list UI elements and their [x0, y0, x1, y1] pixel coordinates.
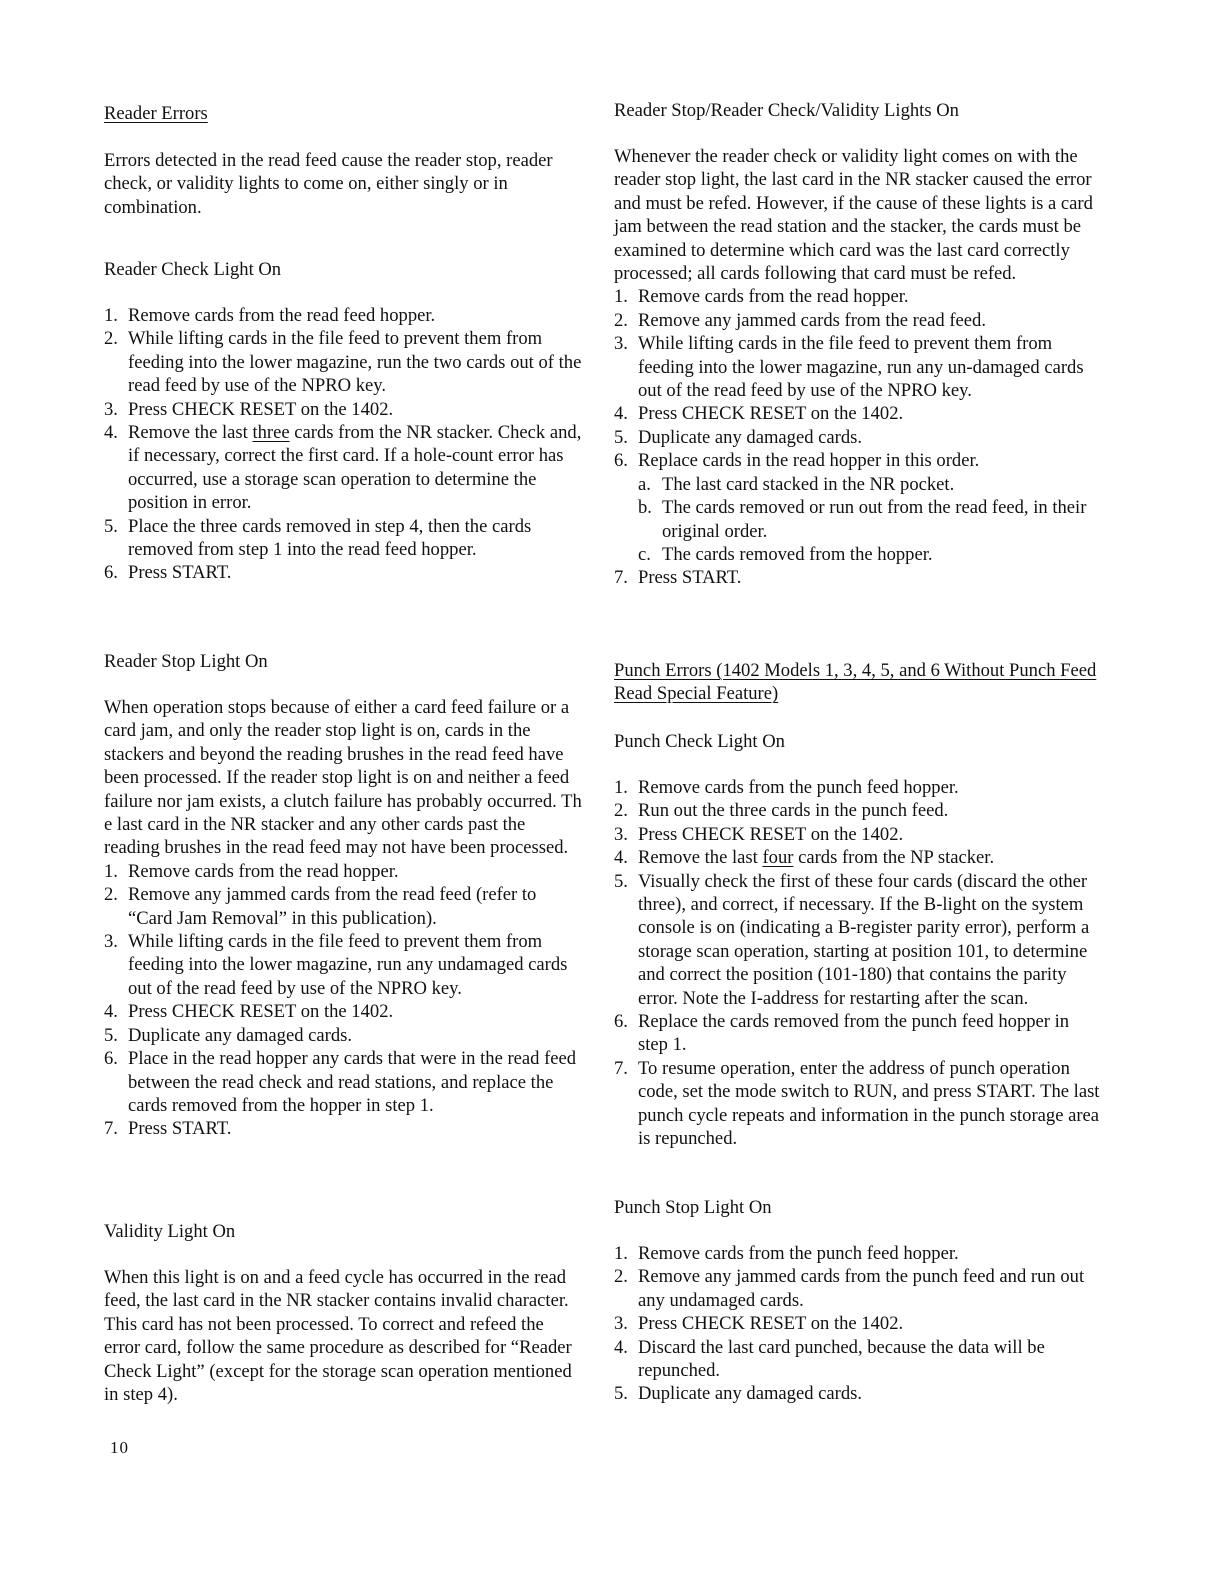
step-text: Run out the three cards in the punch feed. — [638, 800, 949, 822]
list-item — [614, 426, 1100, 449]
step-number: 1. — [614, 1243, 628, 1264]
step-number: 3. — [614, 1313, 628, 1335]
page-number: 10 — [110, 1438, 129, 1457]
list-item — [104, 327, 584, 397]
step-number: 4. — [614, 1336, 628, 1358]
step-text: Duplicate any damaged cards. — [638, 1383, 863, 1405]
step-text: Remove the last — [638, 847, 763, 869]
list-item — [638, 543, 1100, 566]
step-number: 4. — [104, 422, 118, 444]
validity-intro: When this light is on and a feed cycle has occurred in the read feed, the last card in the NR stacker contains invalid character. This card has not been processed. To correct and refeed the error card, follow the same procedure as described for “Reader Check Light” (except for the storage scan operation mentioned in step 4). — [104, 1267, 572, 1406]
list-item — [614, 449, 1100, 566]
step-text: Press CHECK RESET on the 1402. — [638, 823, 904, 845]
substep-text: The last card stacked in the NR pocket. — [662, 473, 955, 495]
list-item — [104, 561, 584, 584]
combo-intro: Whenever the reader check or validity light comes on with the reader stop light, the last card in the NR stacker caused the error and must be refed. However, if the cause of these lights is a card jam between the read station and the stacker, the cards must be examined to determine which card was the last card correctly processed; all cards following that card must be refed. — [614, 146, 1093, 285]
step-text: Remove cards from the punch feed hopper. — [638, 777, 959, 798]
step-text: Duplicate any damaged cards. — [128, 1024, 353, 1046]
list-item — [614, 1382, 1100, 1405]
list-item — [104, 1117, 584, 1140]
list-item — [614, 309, 1100, 332]
step-number: 4. — [614, 847, 628, 869]
punch-stop-section — [614, 1196, 1100, 1219]
list-item — [104, 421, 584, 515]
reader-check-heading: Reader Check Light On — [104, 259, 282, 280]
step-text: Remove cards from the read hopper. — [638, 286, 909, 308]
step-text: Press CHECK RESET on the 1402. — [128, 398, 394, 420]
step-number: 3. — [614, 823, 628, 845]
step-number: 2. — [614, 800, 628, 822]
list-item — [614, 799, 1100, 822]
reader-errors-heading: Reader Errors — [104, 103, 208, 124]
punch-check-section — [614, 730, 1100, 753]
step-text: Remove any jammed cards from the read feed. — [638, 309, 986, 331]
step-text: Remove cards from the punch feed hopper. — [638, 1243, 959, 1264]
step-number: 6. — [104, 562, 118, 584]
step-text: While lifting cards in the file feed to prevent them from feeding into the lower magazine, run any un-damaged cards out of the read feed by use of the NPRO key. — [638, 333, 1084, 402]
validity-body-block — [104, 1266, 584, 1406]
step-number: 1. — [614, 777, 628, 798]
list-item — [104, 883, 584, 930]
step-number: 1. — [614, 286, 628, 308]
step-text: Press CHECK RESET on the 1402. — [638, 403, 904, 425]
step-text: Press START. — [638, 567, 742, 589]
step-number: 4. — [104, 1001, 118, 1023]
step-text: Place the three cards removed in step 4, then the cards removed from step 1 into the read feed hopper. — [128, 515, 532, 561]
list-item — [104, 1000, 584, 1023]
substep-text: The cards removed or run out from the read feed, in their original order. — [662, 497, 1087, 542]
list-item — [614, 870, 1100, 1010]
punch-check-heading: Punch Check Light On — [614, 731, 785, 752]
step-number: 2. — [614, 309, 628, 331]
punch-errors-section — [614, 659, 1100, 706]
punch-check-steps-block — [614, 776, 1100, 1151]
validity-heading: Validity Light On — [104, 1221, 236, 1242]
step-number: 5. — [614, 870, 628, 892]
list-item — [614, 332, 1100, 402]
step-text: cards from the NR stacker. Check and, if necessary, correct the first card. If a hole-count error has occurred, use a storage scan operation to determine the position in error. — [128, 422, 582, 514]
step-number: 3. — [614, 333, 628, 355]
reader-stop-body-block — [104, 696, 584, 1141]
list-item — [104, 860, 584, 883]
list-item — [614, 285, 1100, 308]
list-item — [638, 473, 1100, 496]
list-item — [614, 1057, 1100, 1151]
step-number: 3. — [104, 931, 118, 953]
step-number: 1. — [104, 305, 118, 326]
step-text: Discard the last card punched, because the data will be repunched. — [638, 1336, 1045, 1382]
punch-errors-heading: Punch Errors (1402 Models 1, 3, 4, 5, and 6 Without Punch Feed Read Special Feature) — [614, 660, 1097, 705]
step-number: 7. — [614, 567, 628, 589]
step-number: 1. — [104, 860, 118, 882]
step-number: 5. — [104, 1024, 118, 1046]
list-item — [104, 515, 584, 562]
substep-letter: a. — [638, 473, 651, 495]
list-item — [614, 1242, 1100, 1265]
step-emphasis: four — [762, 847, 794, 869]
step-emphasis: three — [252, 422, 290, 444]
step-text: To resume operation, enter the address of punch operation code, set the mode switch to RUN, and press START. The last punch cycle repeats and information in the punch storage area is repunched. — [638, 1057, 1100, 1150]
step-number: 4. — [614, 403, 628, 425]
reader-stop-steps — [104, 860, 584, 1141]
punch-stop-steps-block — [614, 1242, 1100, 1406]
step-text: Replace cards in the read hopper in this order. — [638, 450, 980, 472]
list-item — [614, 1010, 1100, 1057]
step-number: 6. — [104, 1048, 118, 1070]
step-number: 3. — [104, 398, 118, 420]
substep-letter: b. — [638, 497, 652, 519]
step-text: Remove cards from the read feed hopper. — [128, 305, 436, 326]
step-text: Remove any jammed cards from the read feed (refer to “Card Jam Removal” in this publication). — [128, 884, 537, 929]
reader-check-steps — [104, 304, 584, 585]
list-item — [638, 496, 1100, 543]
punch-check-steps — [614, 776, 1100, 1151]
substep-letter: c. — [638, 543, 651, 565]
combo-substeps — [638, 473, 1100, 567]
step-text: Remove any jammed cards from the punch feed and run out any undamaged cards. — [638, 1266, 1085, 1311]
step-number: 2. — [104, 884, 118, 906]
reader-errors-intro: Errors detected in the read feed cause the reader stop, reader check, or validity lights to come on, either singly or in combination. — [104, 150, 553, 218]
list-item — [614, 566, 1100, 589]
step-text: Press CHECK RESET on the 1402. — [638, 1313, 904, 1335]
step-text: Press CHECK RESET on the 1402. — [128, 1001, 394, 1023]
validity-section — [104, 1220, 584, 1243]
list-item — [104, 1024, 584, 1047]
punch-stop-steps — [614, 1242, 1100, 1406]
list-item — [614, 846, 1100, 869]
reader-check-section — [104, 258, 584, 281]
reader-check-steps-block — [104, 304, 584, 585]
combo-steps — [614, 285, 1100, 589]
step-number: 6. — [614, 450, 628, 472]
step-number: 5. — [104, 515, 118, 537]
step-text: Visually check the first of these four cards (discard the other three), and correct, if necessary. If the B-light on the system console is on (indicating a B-register parity error), perform a storage scan operation, starting at position 101, to determine and correct the position (101-180) that contains the parity error. Note the I-address for restarting after the scan. — [638, 870, 1090, 1009]
list-item — [104, 398, 584, 421]
reader-errors-intro-block — [104, 149, 584, 219]
punch-stop-heading: Punch Stop Light On — [614, 1197, 772, 1218]
list-item — [104, 304, 584, 327]
step-number: 2. — [614, 1266, 628, 1288]
reader-stop-section — [104, 650, 584, 673]
list-item — [104, 1047, 584, 1117]
step-text: Place in the read hopper any cards that were in the read feed between the read check and read stations, and replace the cards removed from the hopper in step 1. — [128, 1048, 577, 1116]
reader-errors-section — [104, 102, 584, 125]
step-number: 2. — [104, 328, 118, 350]
step-text: Duplicate any damaged cards. — [638, 426, 863, 448]
combo-section — [614, 99, 1100, 122]
step-text: Replace the cards removed from the punch feed hopper in step 1. — [638, 1011, 1070, 1056]
step-text: Remove the last — [128, 422, 253, 444]
step-text: While lifting cards in the file feed to prevent them from feeding into the lower magazine, run any undamaged cards out of the read feed by use of the NPRO key. — [128, 931, 568, 999]
list-item — [614, 1312, 1100, 1335]
step-number: 7. — [104, 1118, 118, 1140]
list-item — [614, 402, 1100, 425]
substep-text: The cards removed from the hopper. — [662, 543, 933, 565]
reader-stop-intro: When operation stops because of either a card feed failure or a card jam, and only the reader stop light is on, cards in the stackers and beyond the reading brushes in the read feed have been processed. If the reader stop light is on and neither a feed failure nor jam exists, a clutch failure has probably occurred. Th e last card in the NR stacker and any other cards past the reading brushes in the read feed may not have been processed. — [104, 697, 582, 859]
step-text: Press START. — [128, 1118, 232, 1140]
list-item — [614, 1336, 1100, 1383]
step-text: Remove cards from the read hopper. — [128, 860, 399, 882]
list-item — [104, 930, 584, 1000]
step-text: Press START. — [128, 562, 232, 584]
step-number: 6. — [614, 1011, 628, 1033]
combo-heading: Reader Stop/Reader Check/Validity Lights On — [614, 100, 959, 121]
reader-stop-heading: Reader Stop Light On — [104, 651, 268, 672]
step-number: 5. — [614, 426, 628, 448]
step-text: While lifting cards in the file feed to prevent them from feeding into the lower magazine, run the two cards out of the read feed by use of the NPRO key. — [128, 328, 582, 397]
combo-body-block — [614, 145, 1100, 590]
list-item — [614, 823, 1100, 846]
step-number: 5. — [614, 1383, 628, 1405]
step-text: cards from the NP stacker. — [793, 847, 995, 869]
step-number: 7. — [614, 1057, 628, 1079]
list-item — [614, 776, 1100, 799]
list-item — [614, 1265, 1100, 1312]
